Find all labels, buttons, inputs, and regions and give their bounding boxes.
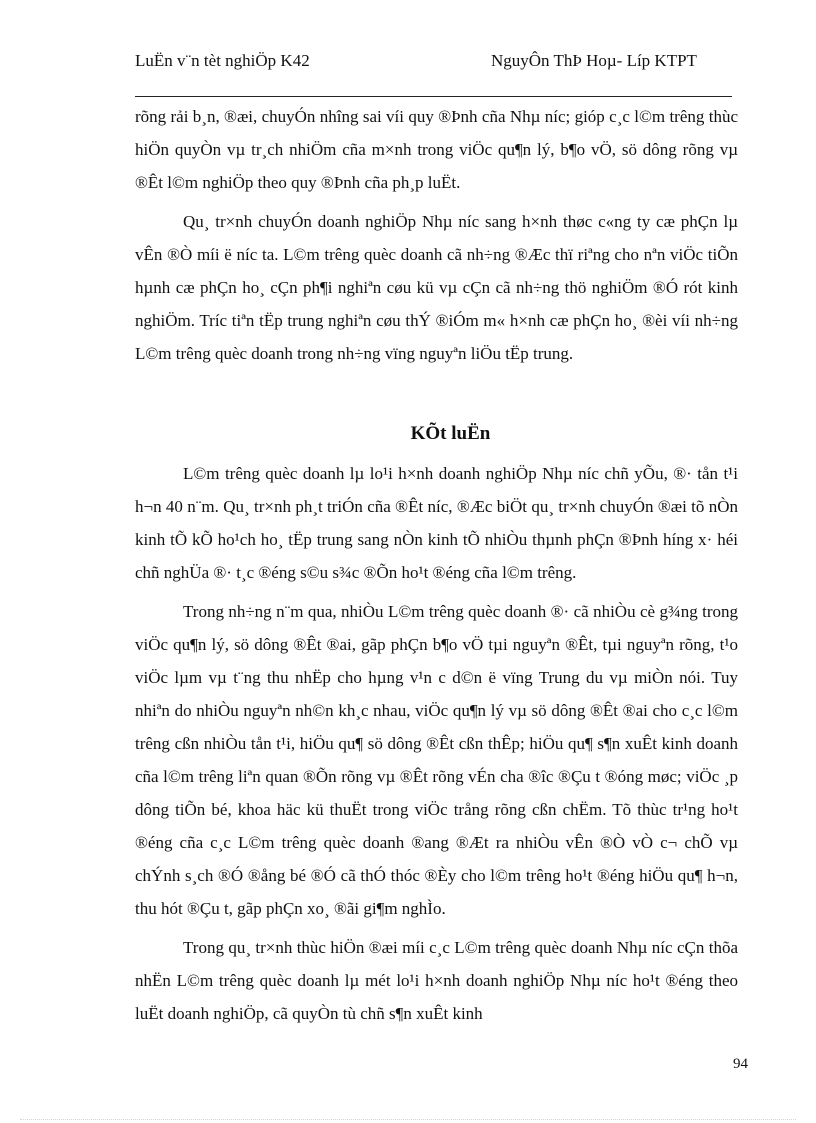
paragraph: Qu¸ tr×nh chuyÓn doanh nghiÖp Nhµ níc sang h×nh thøc c«ng ty cæ phÇn lµ vÊn ®Ò míi ë níc ta. L©m trêng quèc doanh cã nh÷ng ®Æc thï riªng cho nªn viÖc tiÕn hµnh cæ phÇn ho¸ cÇn ph¶i nghiªn cøu kü vµ cÇn cã nh÷ng thö nghiÖm ®Ó rót kinh nghiÖm. Tríc tiªn tËp trung nghiªn cøu thÝ ®iÓm m« h×nh cæ phÇn ho¸ ®èi víi nh÷ng L©m trêng quèc doanh trong nh÷ng vïng nguyªn liÖu tËp trung. — [135, 212, 738, 363]
section-heading: KÕt luËn — [410, 423, 491, 444]
section-spacer — [135, 370, 738, 421]
paragraph-continued: rõng rải b¸n, ®æi, chuyÓn nhîng sai víi quy ®Þnh cña Nhµ níc; gióp c¸c l©m trêng thùc hiÖn quyÒn vµ tr¸ch nhiÖm cña m×nh trong viÖc qu¶n lý, b¶o vÖ, sö dông rõng vµ ®Êt l©m nghiÖp theo quy ®Þnh cña ph¸p luËt. — [135, 107, 738, 192]
page-header — [135, 50, 730, 100]
page-number: 94 — [733, 1056, 748, 1072]
paragraph: Trong nh÷ng n¨m qua, nhiÒu L©m trêng quèc doanh ®· cã nhiÒu cè g¾ng trong viÖc qu¶n lý, sö dông ®Êt ®ai, gãp phÇn b¶o vÖ tµi nguyªn ®Êt, tµi nguyªn rõng, t¹o viÖc lµm vµ t¨ng thu nhËp cho hµng v¹n c d©n ë vïng Trung du vµ miÒn nói. Tuy nhiªn do nhiÒu nguyªn nh©n kh¸c nhau, viÖc qu¶n lý vµ sö dông ®Êt ®ai cho c¸c l©m trêng cßn nhiÒu tån t¹i, hiÖu qu¶ sö dông ®Êt cßn thÊp; hiÖu qu¶ s¶n xuÊt kinh doanh cña l©m trêng liªn quan ®Õn rõng vµ ®Êt rõng vÉn cha ®îc ®Çu t ®óng møc; viÖc ¸p dông tiÕn bé, khoa häc kü thuËt trong viÖc trång rõng cßn chËm. Tõ thùc tr¹ng ho¹t ®éng cña c¸c L©m trêng quèc doanh ®ang ®Æt ra nhiÒu vÊn ®Ò vÒ c¬ chÕ vµ chÝnh s¸ch ®Ó ®ång bé ®Ó cã thÓ thóc ®Èy cho l©m trêng ho¹t ®éng hiÖu qu¶ h¬n, thu hót ®Çu t, gãp phÇn xo¸ ®ãi gi¶m nghÌo. — [135, 602, 738, 918]
header-divider — [135, 96, 732, 97]
page-body — [135, 100, 738, 1030]
paragraph: L©m trêng quèc doanh lµ lo¹i h×nh doanh nghiÖp Nhµ níc chñ yÕu, ®· tån t¹i h¬n 40 n¨m. Qu¸ tr×nh ph¸t triÓn cña ®Êt níc, ®Æc biÖt qu¸ tr×nh chuyÓn ®æi tõ nÒn kinh tÕ kÕ ho¹ch ho¸ tËp trung sang nÒn kinh tÕ nhiÒu thµnh phÇn ®Þnh híng x· héi chñ nghÜa ®· t¸c ®éng s©u s¾c ®Õn ho¹t ®éng cña l©m trêng. — [135, 464, 738, 582]
header-author: NguyÔn ThÞ Hoµ- Líp KTPT — [491, 51, 697, 70]
paragraph: Trong qu¸ tr×nh thùc hiÖn ®æi míi c¸c L©m trêng quèc doanh Nhµ níc cÇn thõa nhËn L©m trêng quèc doanh lµ mét lo¹i h×nh doanh nghiÖp Nhµ níc ho¹t ®éng theo luËt doanh nghiÖp, cã quyÒn tù chñ s¶n xuÊt kinh — [135, 938, 738, 1023]
page-bottom-edge — [20, 1119, 796, 1120]
header-thesis-title: LuËn v¨n tèt nghiÖp K42 — [135, 51, 310, 70]
